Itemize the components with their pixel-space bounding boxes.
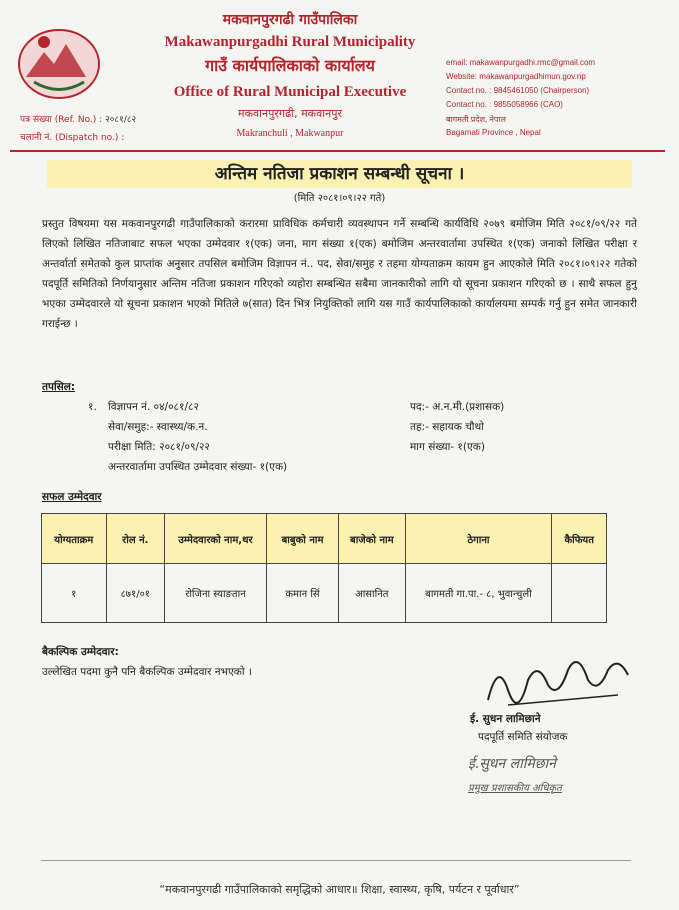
official-stamp (468, 750, 628, 810)
cell-grandfather: आसानित (339, 564, 405, 623)
address-en: Makranchuli , Makwanpur (236, 128, 344, 139)
signatory-role: पदपूर्ति समिति संयोजक (478, 731, 568, 743)
office-name-en: Office of Rural Municipal Executive (173, 84, 407, 100)
cell-father: कमान सिं (266, 564, 338, 623)
exam-date: परीक्षा मिति: २०८१/०९/२२ (108, 441, 210, 453)
province-en: Bagamati Province , Nepal (446, 128, 541, 137)
col-remarks: कैफियत (552, 514, 607, 564)
municipality-name-np: मकवानपुरगढी गाउँपालिका (222, 12, 358, 28)
notice-body: प्रस्तुत विषयमा यस मकवानपुरगढी गाउँपालिकाको करारमा प्राविधिक कर्मचारी व्यवस्थापन गर्ने सम्बन्धि कार्यविधि २०७९ बमोजिम मिति २०८१/०९/२२ गते लिएको लिखित नतिजाबाट सफल भएका उम्मेदवार १(एक) जना, माग संख्या १(एक) बमोजिम अन्तरवार्तामा उपस्थित १(एक) जनाको लिखित परीक्षा र अन्तर्वार्ता समेतको कुल प्राप्तांक अनुसार तपसिल बमोजिम विज्ञापन नं.. पद, सेवा/समुह र तहमा योग्यताक्रम कायम हुन आएकोले मिति २०८१।०९।२२ गतेको पदपूर्ति समितिको निर्णयानुसार अन्तिम नतिजा प्रकाशन गरिएको व्यहोरा सम्बन्धित सबैमा जानकारीको लागि यो सूचना प्रकाशन गरिएको छ । साथै सफल हुनु भएका उम्मेदवारले यो सूचना प्रकाशन भएको मितिले ७(सात) दिन भित्र नियुक्तिको लागि यस गाउँ कार्यपालिकाको कार्यालयमा सम्पर्क गर्नु हुन समेत जानकारी गराईन्छ । (42, 218, 637, 330)
ref-number-value: २०८१/८२ (105, 115, 137, 125)
col-name: उम्मेदवारको नाम,थर (165, 514, 267, 564)
post: पद:- अ.न.मी.(प्रशासक) (410, 401, 505, 413)
dispatch-number: चलानी नं. (Dispatch no.) : (20, 133, 125, 143)
col-rank: योग्यताक्रम (42, 514, 107, 564)
contact-chairperson: Contact no. : 9845461050 (Chairperson) (446, 86, 590, 95)
serial-number: १. (88, 401, 97, 413)
cell-address: बागमती गा.पा.- ८, भुवान्चुली (405, 564, 552, 623)
col-grandfather: बाजेको नाम (339, 514, 405, 564)
successful-heading: सफल उम्मेदवार (42, 491, 102, 503)
service-group: सेवा/समुह:- स्वास्थ्य/क.न. (108, 421, 208, 433)
stamp-role: प्रमुख प्रशासकीय अधिकृत (468, 783, 562, 794)
col-roll: रोल नं. (106, 514, 164, 564)
footer-divider (41, 860, 631, 861)
alternate-text: उल्लेखित पदमा कुनै पनि बैकल्पिक उम्मेदवार नभएको । (42, 666, 252, 678)
address-np: मकवानपुरगढी, मकवानपुर (238, 107, 342, 120)
table-header-row (42, 514, 607, 564)
advert-number: विज्ञापन नं. ०४/०८१/८२ (108, 401, 199, 413)
cell-remarks (552, 564, 607, 623)
municipality-name-en: Makawanpurgadhi Rural Municipality (164, 34, 416, 50)
level: तह:- सहायक चौथो (410, 421, 484, 433)
cell-name: रोजिना स्याङतान (165, 564, 267, 623)
details-heading: तपसिल: (42, 381, 76, 393)
signatory-name: ई. सुधन लामिछाने (470, 713, 541, 725)
interview-present-count: अन्तरवार्तामा उपस्थित उम्मेदवार संख्या- १(एक) (108, 461, 288, 473)
notice-date: (मिति २०८१।०९।२२ गते) (293, 193, 386, 204)
province-np: बागमती प्रदेश, नेपाल (446, 115, 506, 124)
demand-count: माग संख्या- १(एक) (410, 441, 485, 453)
notice-title: अन्तिम नतिजा प्रकाशन सम्बन्धी सूचना । (47, 160, 632, 188)
office-name-np: गाउँ कार्यपालिकाको कार्यालय (205, 56, 375, 75)
col-address: ठेगाना (405, 514, 552, 564)
municipality-logo (14, 22, 104, 102)
letterhead-divider (10, 150, 665, 152)
results-table (41, 513, 607, 623)
cell-roll: ८७१/०१ (106, 564, 164, 623)
cell-rank: १ (42, 564, 107, 623)
email: email: makawanpurgadhi.rmc@gmail.com (446, 58, 596, 67)
website: Website: makawanpurgadhimun.gov.np (446, 72, 586, 81)
footer-slogan: “मकवानपुरगढी गाउँपालिकाको समृद्धिको आधार॥ शिक्षा, स्वास्थ्य, कृषि, पर्यटन र पूर्वाधार” (159, 883, 520, 896)
table-row (42, 564, 607, 623)
stamp-name: ई.सुधन लामिछाने (468, 756, 556, 772)
alternate-heading: बैकल्पिक उम्मेदवार: (42, 646, 119, 658)
col-father: बाबुको नाम (266, 514, 338, 564)
contact-cao: Contact no. : 9855058966 (CAO) (446, 100, 563, 109)
signature (478, 640, 638, 720)
ref-number: पत्र संख्या (Ref. No.) : २०८१/८२ (20, 115, 137, 125)
